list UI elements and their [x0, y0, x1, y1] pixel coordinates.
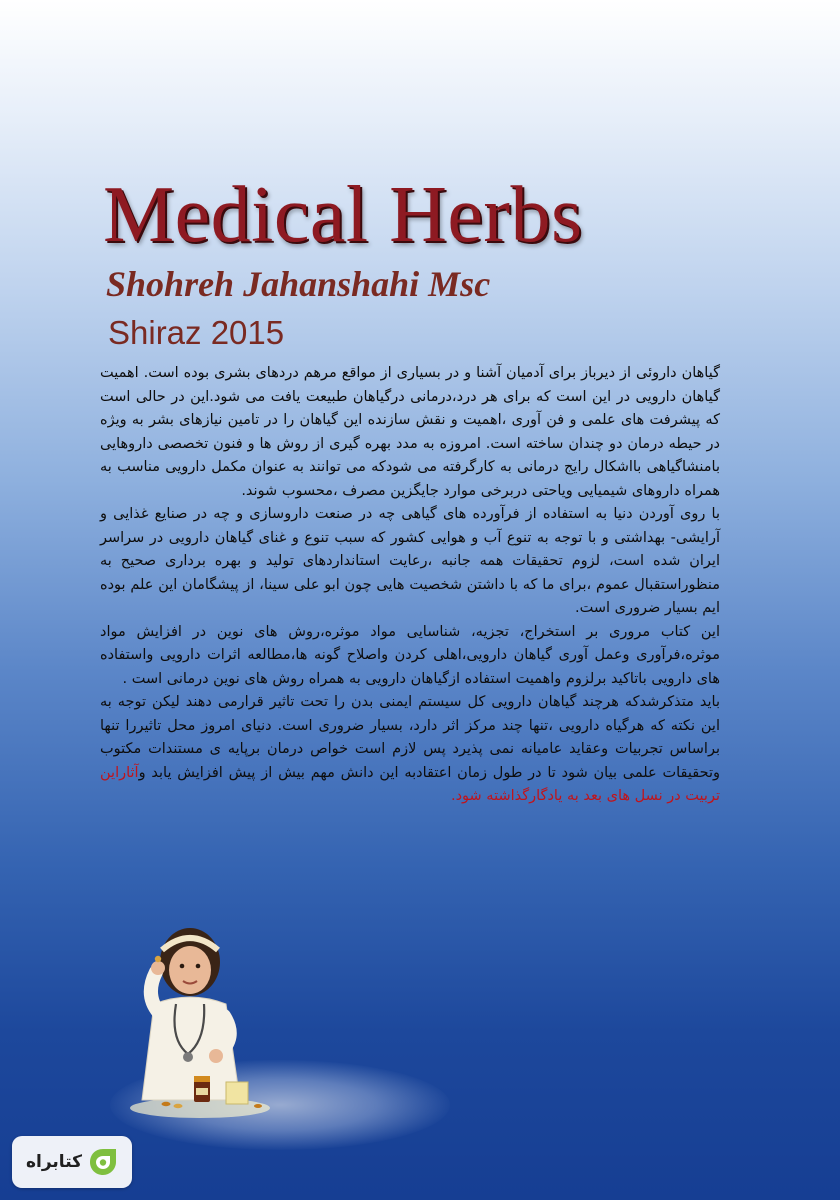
child-pharmacist-illustration [118, 922, 278, 1122]
book-title: Medical Herbs [103, 171, 583, 259]
paragraph-3: این کتاب مروری بر استخراج، تجزیه، شناسایی مواد موثره،روش های نوین در افزایش مواد موثره،فرآوری وعمل آوری گیاهان دارویی،اهلی کردن واصلاح گونه ها،مطالعه اثرات دارویی واستفاده های دارویی باتاکید برلزوم واهمیت استفاده ازگیاهان دارویی به همراه روش های نوین درمانی است . [100, 623, 720, 687]
paragraph-4 [100, 691, 720, 809]
paragraph-4-highlight: آثاراین تربیت در نسل های بعد به یادگارگذاشته شود. [100, 764, 720, 804]
ketabrah-logo [12, 1136, 132, 1188]
place-year: Shiraz 2015 [108, 314, 285, 351]
back-cover-text [100, 362, 720, 809]
paragraph-2: با روی آوردن دنیا به استفاده از فرآورده های گیاهی چه در صنعت داروسازی و چه در صنایع غذایی و آرایشی- بهداشتی و با توجه به تنوع آب و هوایی کشور که سبب تنوع و غنای گیاهان دارویی در سراسر ایران شده است، لزوم تحقیقات همه جانبه ،رعایت استانداردهای تولید و بهره برداری صحیح به منظوراستقبال عموم ،برای ما که با داشتن شخصیت هایی چون ابو علی سینا، از پیشگامان این علم بوده ایم بسیار ضروری است. [100, 506, 720, 616]
paragraph-1: گیاهان داروئی از دیرباز برای آدمیان آشنا و در بسیاری از مواقع مرهم دردهای بشری بوده است. اهمیت گیاهان دارویی در این است که برای هر درد،درمانی درگیاهان طبیعت یافت می شود.این در حالی است که پیشرفت های علمی و فن آوری ،اهمیت و نقش سازنده این گیاهان را در تامین نیازهای بشر به ویژه در حیطه درمان دو چندان ساخته است. امروزه به مدد بهره گیری از روش ها و فنون تخصصی داروهایی بامنشاگیاهی بااشکال رایج درمانی به کارگرفته می شودکه می توانند به عنوان مکمل دارویی مناسب به همراه داروهای شیمیایی ویاحتی دربرخی موارد جایگزین مصرف ،محسوب شوند. [100, 365, 720, 499]
author-name: Shohreh Jahanshahi Msc [106, 264, 491, 304]
paragraph-4-text: باید متذکرشدکه هرچند گیاهان دارویی کل سیستم ایمنی بدن را تحت تاثیر قرارمی دهند لیکن توجه به این نکته که هرگیاه دارویی ،تنها چند مرکز اثر دارد، بسیار ضروری است. دنیای امروز محل تاثیررا تنها براساس تجربیات وعقاید عامیانه نمی پذیرد پس لازم است خواص درمان برپایه ی مستندات مکتوب وتحقیقات علمی بیان شود تا در طول زمان اعتقادبه این دانش مهم بیش از پیش افزایش یابد و [100, 694, 720, 781]
ketabrah-logo-icon [88, 1147, 118, 1177]
logo-text: کتابراه [25, 1152, 83, 1172]
